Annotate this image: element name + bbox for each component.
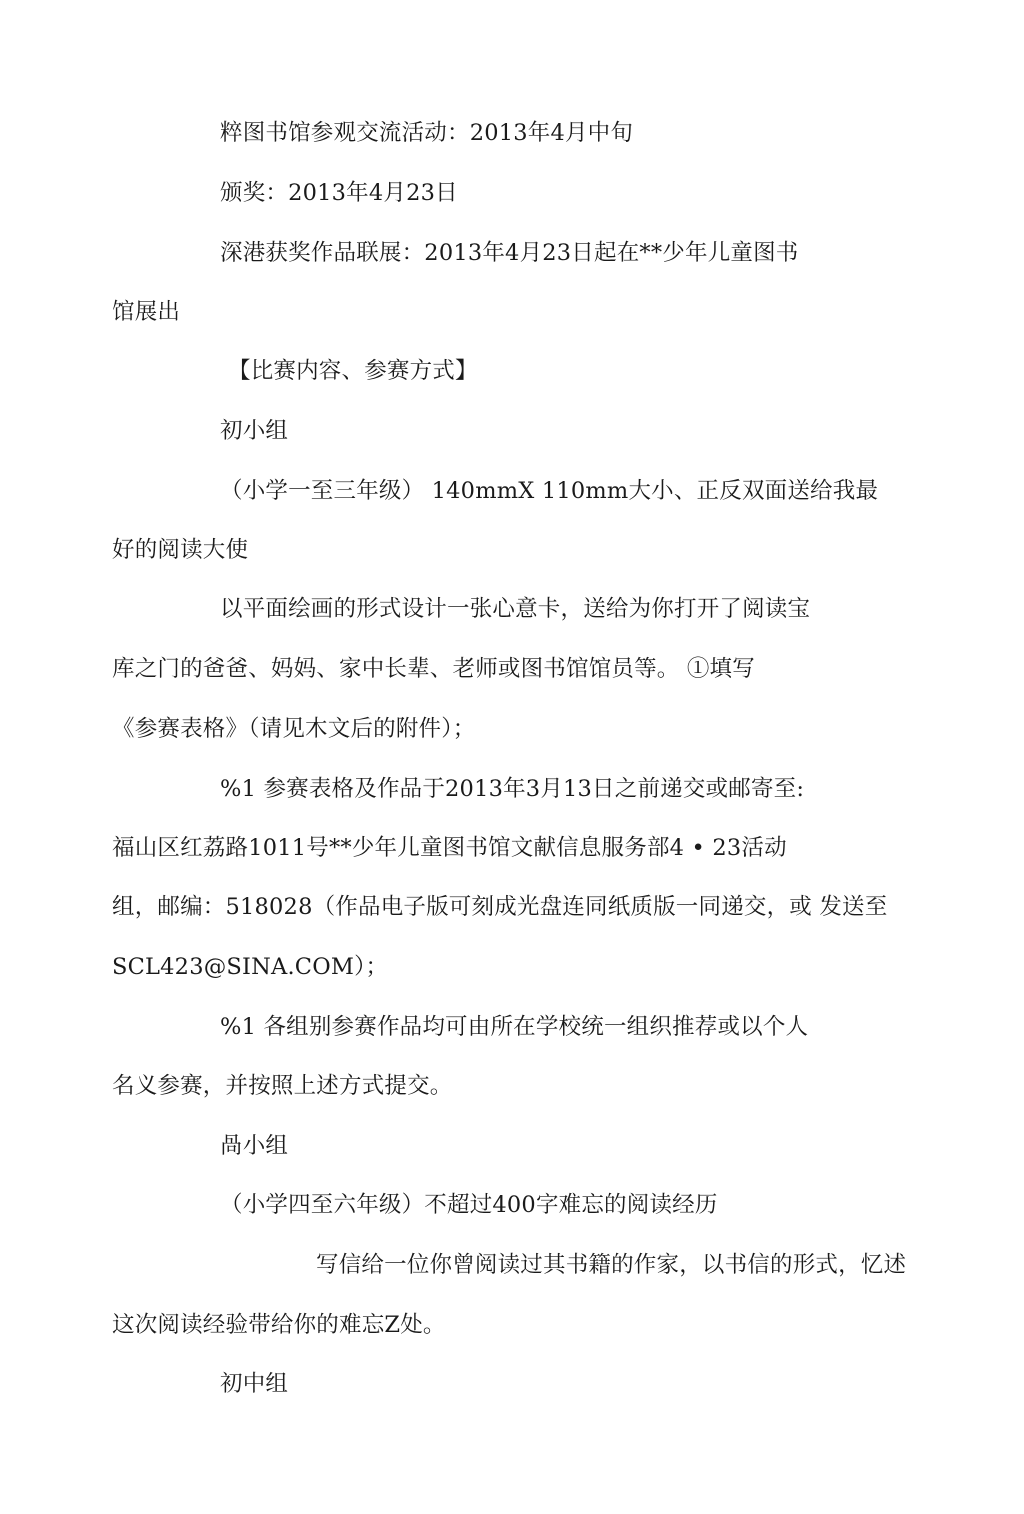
- section-heading: 【比赛内容、参赛方式】: [228, 358, 478, 384]
- text-line-12: %1 参赛表格及作品于2013年3月13日之前递交或邮寄至:: [220, 776, 805, 802]
- text-line-19: （小学四至六年级）不超过400字难忘的阅读经历: [220, 1192, 718, 1218]
- text-line-7: （小学一至三年级） 140mmX 110mm大小、正反双面送给我最: [220, 478, 879, 504]
- text-line-1: 粹图书馆参观交流活动：2013年4月中旬: [220, 120, 634, 146]
- text-line-17: 名义参赛，并按照上述方式提交。: [112, 1073, 453, 1099]
- text-line-3: 深港获奖作品联展：2013年4月23日起在**少年儿童图书: [220, 240, 799, 266]
- text-line-4: 馆展出: [112, 299, 181, 325]
- text-line-15: SCL423@SINA.COM）；: [112, 954, 389, 980]
- text-line-11: 《参赛表格》（请见木文后的附件）；: [112, 716, 476, 742]
- text-line-20: 写信给一位你曾阅读过其书籍的作家，以书信的形式，忆述: [316, 1252, 907, 1278]
- text-line-14: 组，邮编：518028（作品电子版可刻成光盘连同纸质版一同递交，或 发送至: [112, 894, 888, 920]
- text-line-16: %1 各组别参赛作品均可由所在学校统一组织推荐或以个人: [220, 1014, 809, 1040]
- text-line-2: 颁奖：2013年4月23日: [220, 180, 458, 206]
- group-heading-junior-high: 初中组: [220, 1371, 289, 1397]
- group-heading-senior-primary: 咼小组: [220, 1133, 289, 1159]
- text-line-21: 这次阅读经验带给你的难忘Z处。: [112, 1312, 446, 1338]
- text-line-13: 福山区红荔路1011号**少年儿童图书馆文献信息服务部4 • 23活动: [112, 835, 787, 861]
- text-line-9: 以平面绘画的形式设计一张心意卡，送给为你打开了阅读宝: [220, 596, 811, 622]
- text-line-8: 好的阅读大使: [112, 537, 249, 563]
- text-line-10: 库之门的爸爸、妈妈、家中长辈、老师或图书馆馆员等。 ①填写: [112, 656, 755, 682]
- group-heading-junior-primary: 初小组: [220, 418, 289, 444]
